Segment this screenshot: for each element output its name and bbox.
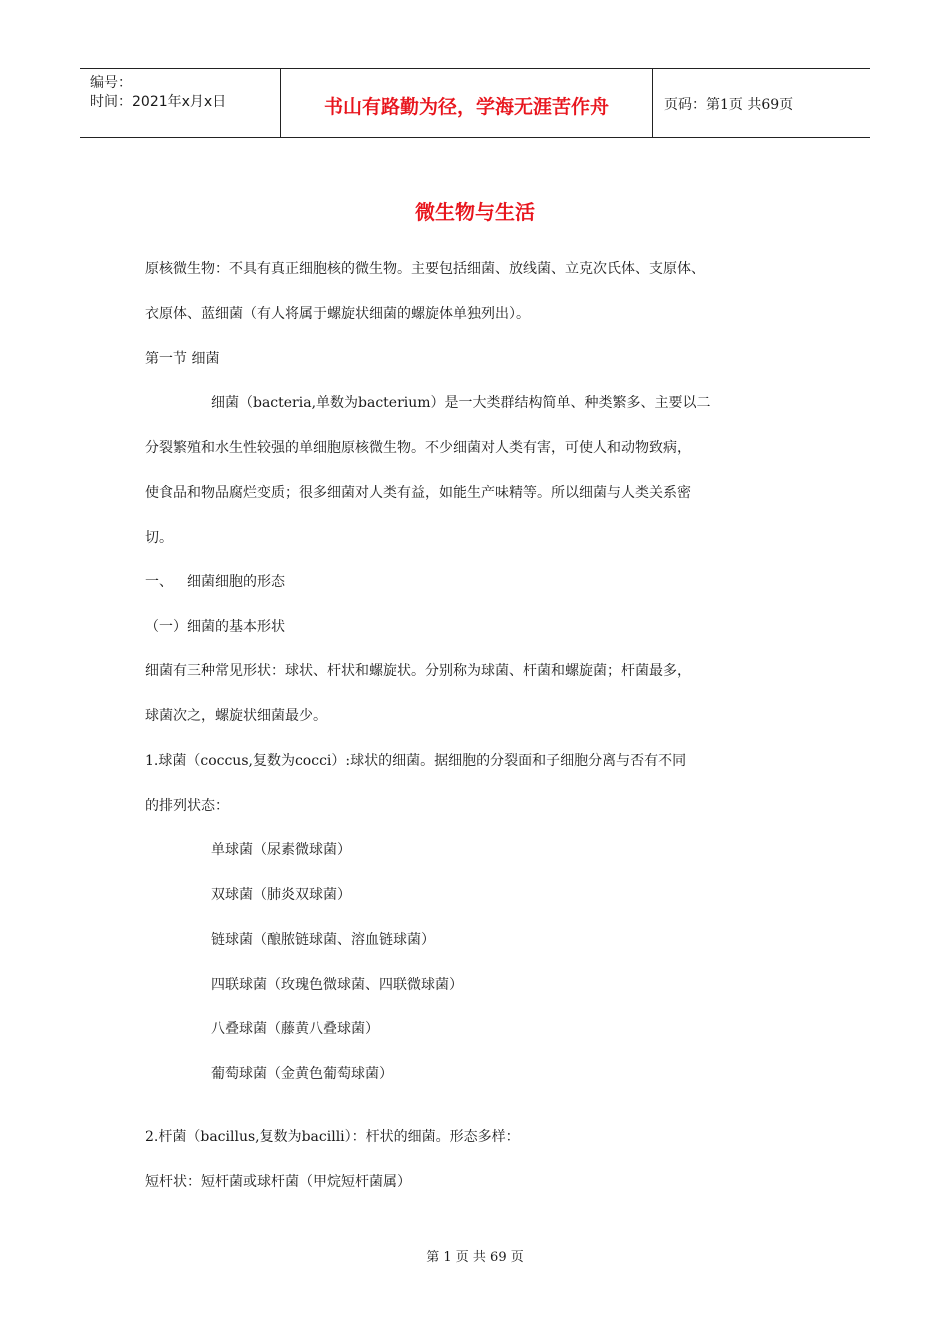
bacteria-paragraph-line: 使食品和物品腐烂变质；很多细菌对人类有益，如能生产味精等。所以细菌与人类关系密	[145, 485, 691, 501]
shapes-paragraph-line: 球菌次之，螺旋状细菌最少。	[145, 708, 327, 724]
subsection-number: 一、	[145, 574, 173, 590]
cocci-list-item: 链球菌（酿脓链球菌、溶血链球菌）	[211, 932, 435, 948]
cocci-intro-line: 1.球菌（coccus,复数为cocci）:球状的细菌。据细胞的分裂面和子细胞分离与否有不同	[145, 753, 687, 769]
cocci-list-item: 四联球菌（玫瑰色微球菌、四联微球菌）	[211, 977, 463, 993]
bacteria-paragraph-line: 细菌（bacteria,单数为bacterium）是一大类群结构简单、种类繁多、主要以二	[211, 395, 711, 411]
time-label: 时间：2021年x月x日	[90, 94, 227, 110]
bacilli-intro: 2.杆菌（bacillus,复数为bacilli）：杆状的细菌。形态多样：	[145, 1129, 520, 1145]
section-heading: 第一节 细菌	[145, 351, 220, 367]
cocci-list-item: 八叠球菌（藤黄八叠球菌）	[211, 1021, 379, 1037]
bacteria-paragraph-line: 分裂繁殖和水生性较强的单细胞原核微生物。不少细菌对人类有害，可使人和动物致病，	[145, 440, 691, 456]
sub-heading: （一）细菌的基本形状	[145, 619, 285, 635]
cocci-list-item: 单球菌（尿素微球菌）	[211, 842, 351, 858]
header-motto: 书山有路勤为径，学海无涯苦作舟	[281, 69, 653, 137]
intro-line: 原核微生物：不具有真正细胞核的微生物。主要包括细菌、放线菌、立克次氏体、支原体、	[145, 261, 705, 277]
cocci-intro-line: 的排列状态：	[145, 798, 229, 814]
intro-line: 衣原体、蓝细菌（有人将属于螺旋状细菌的螺旋体单独列出）。	[145, 306, 530, 322]
shapes-paragraph-line: 细菌有三种常见形状：球状、杆状和螺旋状。分别称为球菌、杆菌和螺旋菌；杆菌最多，	[145, 663, 691, 679]
short-rod-line: 短杆状：短杆菌或球杆菌（甲烷短杆菌属）	[145, 1174, 411, 1190]
bacteria-paragraph-line: 切。	[145, 530, 173, 546]
document-title: 微生物与生活	[415, 200, 535, 224]
header-page-info: 页码：第1页 共69页	[664, 97, 794, 113]
page-header-table	[80, 68, 870, 138]
cocci-list-item: 双球菌（肺炎双球菌）	[211, 887, 351, 903]
subsection-label: 细菌细胞的形态	[187, 574, 285, 590]
header-meta-cell	[80, 69, 281, 137]
cocci-list-item: 葡萄球菌（金黄色葡萄球菌）	[211, 1066, 393, 1082]
number-label: 编号：	[90, 75, 132, 91]
subsection-heading	[145, 572, 285, 592]
page-footer: 第 1 页 共 69 页	[426, 1250, 524, 1265]
